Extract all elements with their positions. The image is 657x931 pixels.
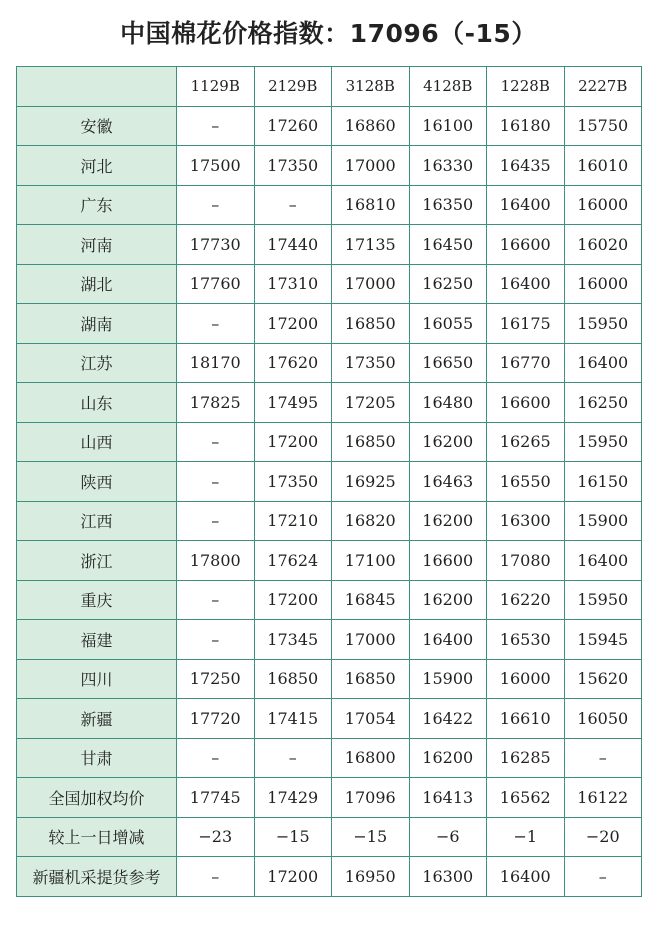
row-label: 湖北 — [17, 264, 177, 304]
column-header: 1129B — [177, 67, 255, 107]
price-cell: 16175 — [487, 304, 565, 344]
price-cell: 16610 — [487, 699, 565, 739]
price-cell: 16810 — [332, 185, 410, 225]
price-cell: −15 — [332, 817, 410, 857]
row-label: 江苏 — [17, 343, 177, 383]
price-cell: – — [177, 462, 255, 502]
price-cell: 15950 — [564, 304, 642, 344]
price-cell: 15620 — [564, 659, 642, 699]
row-label: 河南 — [17, 225, 177, 265]
price-cell: – — [177, 501, 255, 541]
price-cell: 16200 — [409, 580, 487, 620]
price-cell: 16800 — [332, 738, 410, 778]
table-row — [17, 620, 642, 660]
price-cell: 16400 — [564, 541, 642, 581]
table-row — [17, 699, 642, 739]
price-cell: – — [564, 857, 642, 897]
price-cell: 17800 — [177, 541, 255, 581]
price-cell: 16463 — [409, 462, 487, 502]
price-cell: – — [254, 185, 332, 225]
row-label: 全国加权均价 — [17, 778, 177, 818]
price-cell: 16350 — [409, 185, 487, 225]
price-cell: −20 — [564, 817, 642, 857]
price-cell: 17200 — [254, 304, 332, 344]
price-cell: 17350 — [332, 343, 410, 383]
price-cell: 17205 — [332, 383, 410, 423]
price-cell: 16400 — [564, 343, 642, 383]
table-row — [17, 304, 642, 344]
price-cell: 16650 — [409, 343, 487, 383]
table-body — [17, 106, 642, 896]
price-cell: 17250 — [177, 659, 255, 699]
table-row — [17, 225, 642, 265]
price-cell: 17350 — [254, 146, 332, 186]
price-cell: 17210 — [254, 501, 332, 541]
price-cell: 16450 — [409, 225, 487, 265]
price-cell: 17200 — [254, 422, 332, 462]
price-cell: 16770 — [487, 343, 565, 383]
price-cell: 16200 — [409, 422, 487, 462]
price-cell: 17495 — [254, 383, 332, 423]
price-cell: 16122 — [564, 778, 642, 818]
column-header: 4128B — [409, 67, 487, 107]
price-cell: 16285 — [487, 738, 565, 778]
price-cell: – — [177, 106, 255, 146]
price-cell: 16820 — [332, 501, 410, 541]
price-cell: 16530 — [487, 620, 565, 660]
price-cell: – — [177, 580, 255, 620]
row-label: 甘肃 — [17, 738, 177, 778]
table-row — [17, 738, 642, 778]
price-cell: 17620 — [254, 343, 332, 383]
price-cell: 16480 — [409, 383, 487, 423]
table-header — [17, 67, 642, 107]
row-label: 山东 — [17, 383, 177, 423]
row-label: 新疆机采提货参考 — [17, 857, 177, 897]
price-cell: 15950 — [564, 580, 642, 620]
price-cell: 15750 — [564, 106, 642, 146]
table-row — [17, 106, 642, 146]
price-cell: – — [177, 304, 255, 344]
column-header: 1228B — [487, 67, 565, 107]
price-cell: 16000 — [487, 659, 565, 699]
price-cell: 16950 — [332, 857, 410, 897]
price-cell: – — [564, 738, 642, 778]
page-title: 中国棉花价格指数：17096（-15） — [120, 19, 537, 48]
table-row — [17, 343, 642, 383]
row-label: 重庆 — [17, 580, 177, 620]
price-cell: 17415 — [254, 699, 332, 739]
price-cell: 16010 — [564, 146, 642, 186]
price-cell: 17730 — [177, 225, 255, 265]
price-cell: 16250 — [564, 383, 642, 423]
price-cell: 17100 — [332, 541, 410, 581]
price-cell: 16925 — [332, 462, 410, 502]
price-cell: 17825 — [177, 383, 255, 423]
price-cell: 17760 — [177, 264, 255, 304]
row-label: 四川 — [17, 659, 177, 699]
price-cell: 17440 — [254, 225, 332, 265]
row-label: 新疆 — [17, 699, 177, 739]
table-row — [17, 501, 642, 541]
row-label: 陕西 — [17, 462, 177, 502]
table-row — [17, 146, 642, 186]
price-cell: 16850 — [332, 304, 410, 344]
table-row — [17, 857, 642, 897]
price-cell: 16435 — [487, 146, 565, 186]
price-cell: −15 — [254, 817, 332, 857]
table-row — [17, 185, 642, 225]
price-cell: 16850 — [332, 422, 410, 462]
row-label: 广东 — [17, 185, 177, 225]
corner-cell — [17, 67, 177, 107]
price-cell: 16562 — [487, 778, 565, 818]
price-cell: 16400 — [409, 620, 487, 660]
price-cell: 16850 — [254, 659, 332, 699]
price-cell: 16265 — [487, 422, 565, 462]
price-cell: 16330 — [409, 146, 487, 186]
price-cell: 15900 — [564, 501, 642, 541]
cotton-price-table — [16, 66, 642, 897]
row-label: 浙江 — [17, 541, 177, 581]
price-cell: 15945 — [564, 620, 642, 660]
price-cell: 16200 — [409, 501, 487, 541]
row-label: 福建 — [17, 620, 177, 660]
price-cell: 17745 — [177, 778, 255, 818]
price-cell: 17350 — [254, 462, 332, 502]
price-cell: 17720 — [177, 699, 255, 739]
price-cell: 15950 — [564, 422, 642, 462]
price-cell: 16300 — [409, 857, 487, 897]
price-cell: 16180 — [487, 106, 565, 146]
price-cell: 17260 — [254, 106, 332, 146]
table-row — [17, 817, 642, 857]
price-cell: 16000 — [564, 264, 642, 304]
price-cell: 16050 — [564, 699, 642, 739]
price-cell: 18170 — [177, 343, 255, 383]
row-label: 山西 — [17, 422, 177, 462]
price-cell: 16300 — [487, 501, 565, 541]
price-cell: 17624 — [254, 541, 332, 581]
price-cell: 17310 — [254, 264, 332, 304]
row-label: 湖南 — [17, 304, 177, 344]
column-header: 3128B — [332, 67, 410, 107]
price-cell: 16020 — [564, 225, 642, 265]
price-cell: – — [254, 738, 332, 778]
price-cell: – — [177, 738, 255, 778]
price-cell: 17080 — [487, 541, 565, 581]
price-cell: 16150 — [564, 462, 642, 502]
price-cell: 17500 — [177, 146, 255, 186]
column-header: 2227B — [564, 67, 642, 107]
price-cell: 16055 — [409, 304, 487, 344]
price-cell: 16550 — [487, 462, 565, 502]
price-cell: 17096 — [332, 778, 410, 818]
price-cell: – — [177, 185, 255, 225]
price-cell: −6 — [409, 817, 487, 857]
price-cell: 17000 — [332, 264, 410, 304]
price-cell: 17345 — [254, 620, 332, 660]
price-cell: – — [177, 422, 255, 462]
price-cell: – — [177, 857, 255, 897]
table-row — [17, 383, 642, 423]
price-cell: 17200 — [254, 857, 332, 897]
price-cell: 15900 — [409, 659, 487, 699]
price-cell: −1 — [487, 817, 565, 857]
row-label: 较上一日增减 — [17, 817, 177, 857]
price-cell: 16845 — [332, 580, 410, 620]
price-cell: 17135 — [332, 225, 410, 265]
table-row — [17, 778, 642, 818]
row-label: 安徽 — [17, 106, 177, 146]
price-cell: – — [177, 620, 255, 660]
price-cell: 16600 — [487, 225, 565, 265]
price-cell: 16200 — [409, 738, 487, 778]
table-row — [17, 462, 642, 502]
table-row — [17, 580, 642, 620]
price-cell: 16250 — [409, 264, 487, 304]
column-header: 2129B — [254, 67, 332, 107]
price-cell: 16600 — [409, 541, 487, 581]
price-cell: 16860 — [332, 106, 410, 146]
price-cell: 17200 — [254, 580, 332, 620]
price-cell: 16413 — [409, 778, 487, 818]
price-cell: 17000 — [332, 620, 410, 660]
row-label: 河北 — [17, 146, 177, 186]
price-cell: 17000 — [332, 146, 410, 186]
price-cell: 16400 — [487, 857, 565, 897]
price-cell: 16000 — [564, 185, 642, 225]
table-row — [17, 659, 642, 699]
row-label: 江西 — [17, 501, 177, 541]
price-cell: 16400 — [487, 264, 565, 304]
price-cell: 16220 — [487, 580, 565, 620]
price-cell: −23 — [177, 817, 255, 857]
table-row — [17, 422, 642, 462]
table-row — [17, 264, 642, 304]
price-cell: 17429 — [254, 778, 332, 818]
price-cell: 16850 — [332, 659, 410, 699]
header-row — [17, 67, 642, 107]
price-cell: 17054 — [332, 699, 410, 739]
price-cell: 16400 — [487, 185, 565, 225]
price-cell: 16600 — [487, 383, 565, 423]
price-cell: 16100 — [409, 106, 487, 146]
table-row — [17, 541, 642, 581]
price-cell: 16422 — [409, 699, 487, 739]
